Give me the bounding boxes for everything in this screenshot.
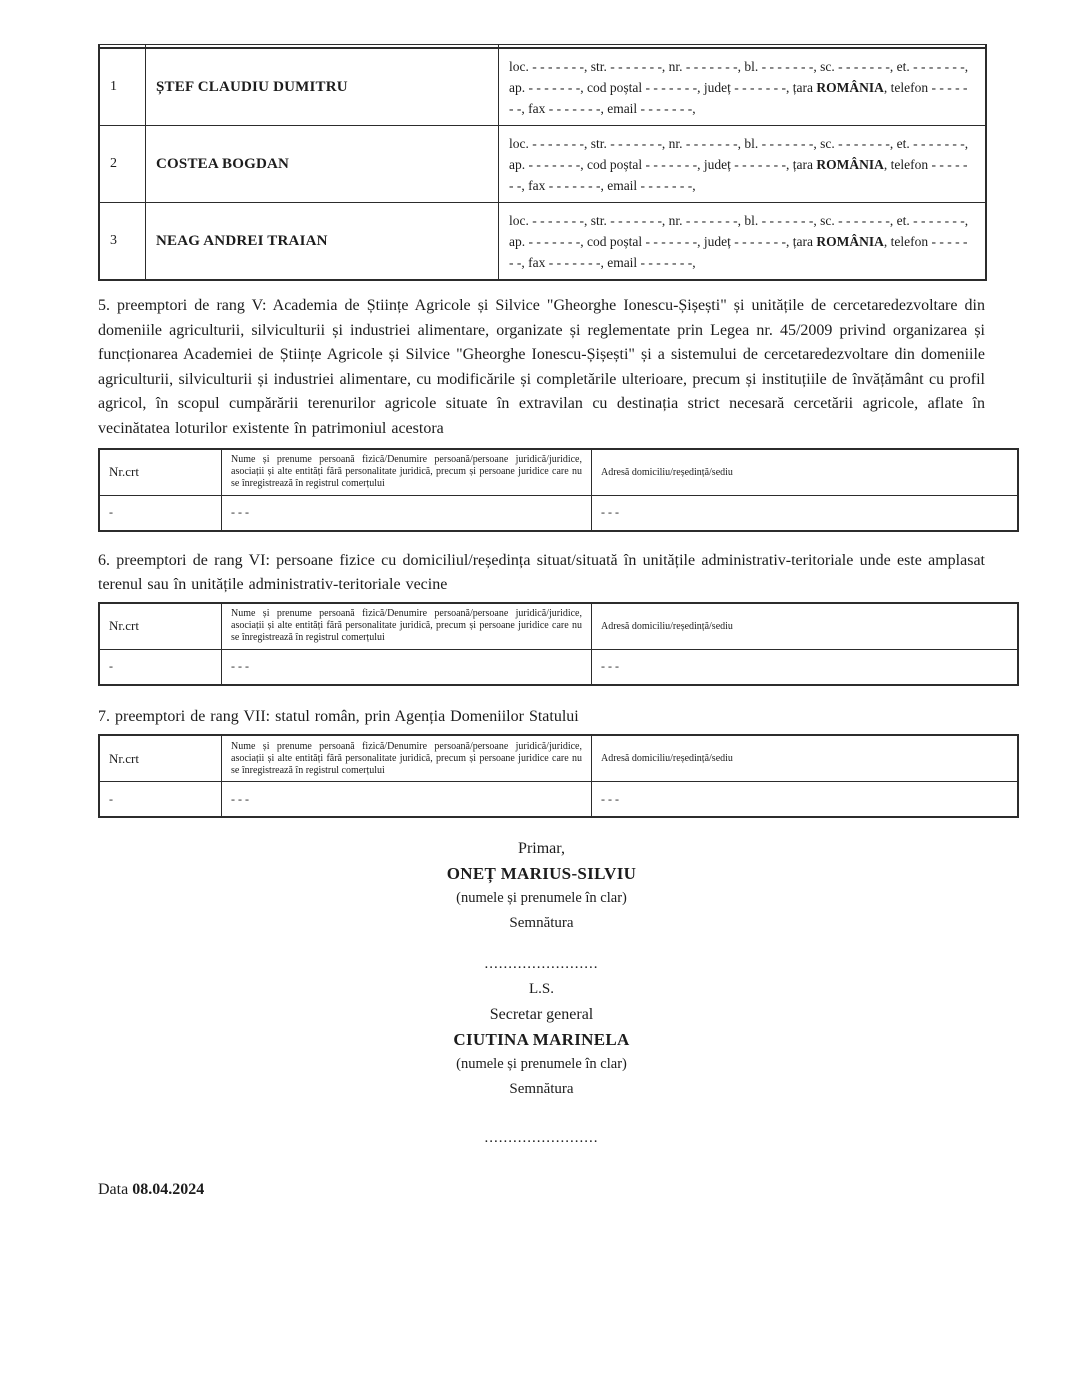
- nrcrt-header-cell: Nr.crt: [99, 603, 222, 650]
- nrcrt-header-cell: Nr.crt: [99, 735, 222, 782]
- name-header-cell: Nume și prenume persoană fizică/Denumire persoană/persoane juridică/juridice, asociații și alte entități fără personalitate juridică, precum și persoane juridice care nu se înregistrează în registrul comerțului: [222, 449, 592, 496]
- date-line: [98, 1181, 985, 1199]
- row-name-cell: - - -: [222, 782, 592, 818]
- name-header-cell: Nume și prenume persoană fizică/Denumire persoană/persoane juridică/juridice, asociații și alte entități fără personalitate juridică, precum și persoane juridice care nu se înregistrează în registrul comerțului: [222, 735, 592, 782]
- ls-label: L.S.: [528, 981, 554, 998]
- buyer-name-cell: ȘTEF CLAUDIU DUMITRU: [146, 48, 499, 126]
- table-header-row: [99, 735, 1018, 782]
- address-header-cell: Adresă domiciliu/reședință/sediu: [592, 449, 1019, 496]
- table-row: [99, 649, 1018, 685]
- table-header-row: [99, 603, 1018, 650]
- row-name-cell: - - -: [222, 495, 592, 531]
- row-nr-cell: -: [99, 495, 222, 531]
- row-address-cell: - - -: [592, 649, 1019, 685]
- address-text: , telefon - - - - - - -, fax - - - - - - -, email - - - - - - -,: [509, 233, 968, 270]
- row-number-cell: 3: [99, 203, 146, 281]
- secretary-title: Secretar general: [489, 1006, 594, 1024]
- buyer-name-cell: COSTEA BOGDAN: [146, 126, 499, 203]
- name-clarification: (numele și prenumele în clar): [456, 1056, 627, 1073]
- buyers-table: [98, 44, 987, 281]
- address-text: loc. - - - - - - -, str. - - - - - - -, nr. - - - - - - -, bl. - - - - - - -, sc. - - - - - - -, et. - - - - - - -, ap. - - - - - - -, cod poștal - - - - - - -, județ - - - - - - -, țara: [509, 58, 969, 95]
- buyer-address-cell: [499, 48, 987, 126]
- row-nr-cell: -: [99, 649, 222, 685]
- buyer-name-cell: NEAG ANDREI TRAIAN: [146, 203, 499, 281]
- row-address-cell: - - -: [592, 782, 1019, 818]
- row-address-cell: - - -: [592, 495, 1019, 531]
- row-name-cell: - - -: [222, 649, 592, 685]
- signature-label: Semnătura: [509, 1081, 574, 1098]
- section7-paragraph: 7. preemptori de rang VII: statul român, prin Agenția Domeniilor Statului: [98, 707, 579, 725]
- address-header-cell: Adresă domiciliu/reședință/sediu: [592, 735, 1019, 782]
- nrcrt-header-cell: Nr.crt: [99, 449, 222, 496]
- table-row: [99, 48, 986, 126]
- signature-dots: ........................: [484, 956, 599, 973]
- name-header-cell: Nume și prenume persoană fizică/Denumire persoană/persoane juridică/juridice, asociații și alte entități fără personalitate juridică, precum și persoane juridice care nu se înregistrează în registrul comerțului: [222, 603, 592, 650]
- table-row: [99, 203, 986, 281]
- address-text: loc. - - - - - - -, str. - - - - - - -, nr. - - - - - - -, bl. - - - - - - -, sc. - - - - - - -, et. - - - - - - -, ap. - - - - - - -, cod poștal - - - - - - -, județ - - - - - - -, țara: [509, 135, 969, 172]
- section5-paragraph: 5. preemptori de rang V: Academia de Științe Agricole și Silvice "Gheorghe Ionescu-Șișești" și unitățile de cercetaredezvoltare din domeniile agriculturii, silviculturii și industriei alimentare, organizate și reglementate prin Legea nr. 45/2009 privind organizarea și funcționarea Academiei de Științe Agricole și Silvice "Gheorghe Ionescu-Șișești" și a sistemului de cercetaredezvoltare din domeniile agriculturii, silviculturii și industriei alimentare, cu modificările și completările ulterioare, precum și instituțiile de învățământ cu profil agricol, în scopul cumpărării terenurilor agricole situate în extravilan cu destinația strict necesară cercetării agricole, aflate în vecinătatea loturilor existente în patrimoniul acestora: [98, 297, 985, 437]
- signature-dots: ........................: [484, 1130, 599, 1147]
- buyer-address-cell: [499, 126, 987, 203]
- table-row: [99, 495, 1018, 531]
- address-text: loc. - - - - - - -, str. - - - - - - -, nr. - - - - - - -, bl. - - - - - - -, sc. - - - - - - -, et. - - - - - - -, ap. - - - - - - -, cod poștal - - - - - - -, județ - - - - - - -, țara: [509, 212, 969, 249]
- address-header-cell: Adresă domiciliu/reședință/sediu: [592, 603, 1019, 650]
- row-number-cell: 2: [99, 126, 146, 203]
- signature-block: [98, 836, 985, 1151]
- address-country: ROMÂNIA: [816, 156, 884, 172]
- row-number-cell: 1: [99, 48, 146, 126]
- date-value: 08.04.2024: [132, 1181, 205, 1199]
- table-header-row: [99, 449, 1018, 496]
- rank7-table: [98, 734, 1019, 818]
- address-country: ROMÂNIA: [816, 79, 884, 95]
- mayor-name: ONEȚ MARIUS-SILVIU: [446, 864, 637, 884]
- buyer-address-cell: [499, 203, 987, 281]
- rank6-table: [98, 602, 1019, 686]
- date-label: Data: [98, 1181, 129, 1199]
- signature-label: Semnătura: [509, 915, 574, 932]
- address-text: , telefon - - - - - - -, fax - - - - - - -, email - - - - - - -,: [509, 79, 968, 116]
- table-row: [99, 126, 986, 203]
- address-text: , telefon - - - - - - -, fax - - - - - - -, email - - - - - - -,: [509, 156, 968, 193]
- row-nr-cell: -: [99, 782, 222, 818]
- name-clarification: (numele și prenumele în clar): [456, 890, 627, 907]
- secretary-name: CIUTINA MARINELA: [453, 1030, 630, 1050]
- document-content: [98, 44, 985, 1199]
- rank5-table: [98, 448, 1019, 532]
- table-row: [99, 782, 1018, 818]
- mayor-title: Primar,: [518, 840, 565, 858]
- section6-paragraph: 6. preemptori de rang VI: persoane fizice cu domiciliul/reședința situat/situată în unitățile administrativ-teritoriale unde este amplasat terenul sau în unitățile administrativ-teritoriale vecine: [98, 551, 985, 594]
- address-country: ROMÂNIA: [816, 233, 884, 249]
